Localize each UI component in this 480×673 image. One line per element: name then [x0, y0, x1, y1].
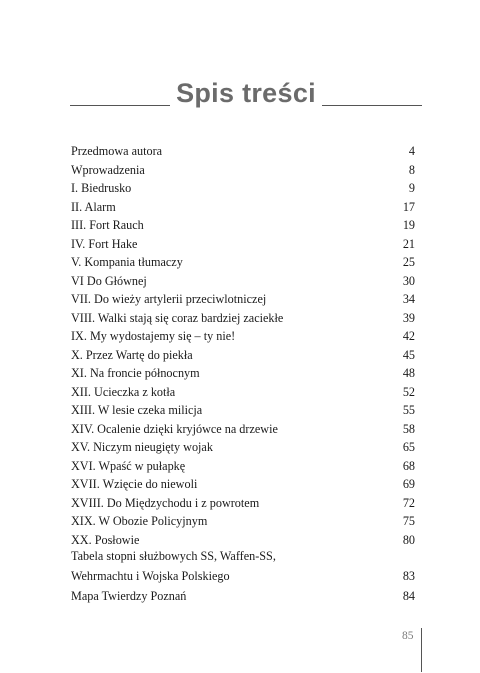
- toc-entry: [71, 272, 415, 291]
- toc-entry-title: V. Kompania tłumaczy: [71, 255, 183, 269]
- page-title-text: Spis treści: [170, 78, 322, 108]
- toc-entry-title: XX. Posłowie: [71, 532, 140, 547]
- toc-entry: [71, 216, 415, 235]
- toc-entry-page: 69: [402, 477, 415, 491]
- toc-entry-title: XII. Ucieczka z kotła: [71, 384, 176, 399]
- toc-entry-page: 34: [402, 292, 415, 306]
- toc-entry-page: 55: [402, 403, 415, 417]
- toc-entry-title: Przedmowa autora: [71, 144, 163, 158]
- toc-entry-page: 58: [402, 421, 415, 436]
- toc-entry-page: 42: [402, 329, 415, 343]
- toc-entry-title: Wprowadzenia: [71, 162, 145, 177]
- toc-entry: [71, 401, 415, 420]
- appendix-map-title: Mapa Twierdzy Poznań: [71, 589, 187, 603]
- toc-entry-title: IV. Fort Hake: [71, 236, 138, 251]
- toc-entry-page: 75: [402, 514, 415, 528]
- toc-entry: [71, 179, 415, 198]
- toc-entry-title: XVII. Wzięcie do niewoli: [71, 477, 198, 491]
- toc-entry-title: VI Do Głównej: [71, 273, 147, 288]
- appendix-entries: [71, 546, 415, 606]
- toc-entry-title: II. Alarm: [71, 199, 116, 214]
- toc-entry-page: 39: [402, 310, 415, 325]
- toc-entry-title: XIII. W lesie czeka milicja: [71, 403, 203, 417]
- toc-entry-title: XVI. Wpaść w pułapkę: [71, 458, 186, 473]
- toc-entry: [71, 383, 415, 402]
- toc-entry-title: XIV. Ocalenie dzięki kryjówce na drzewie: [71, 421, 278, 436]
- toc-entry-page: 4: [408, 144, 415, 158]
- toc-entry: [71, 494, 415, 513]
- toc-entry-page: 45: [402, 347, 415, 362]
- toc-entry-page: 8: [408, 162, 415, 177]
- toc-entry-page: 21: [402, 236, 415, 251]
- toc-entry: [71, 142, 415, 161]
- toc-entry-title: X. Przez Wartę do piekła: [71, 347, 193, 362]
- toc-entry: [71, 253, 415, 272]
- toc-entry-title: XVIII. Do Międzychodu i z powrotem: [71, 495, 260, 510]
- toc-entry-page: 48: [402, 366, 415, 380]
- title-row: [70, 78, 422, 110]
- toc-entry: [71, 327, 415, 346]
- toc-entry: [71, 438, 415, 457]
- toc-entry: [71, 198, 415, 217]
- toc-entry: [71, 457, 415, 476]
- toc-entry-title: III. Fort Rauch: [71, 218, 144, 232]
- toc-entry-title: XV. Niczym nieugięty wojak: [71, 440, 213, 454]
- appendix-table-page: 83: [402, 569, 415, 583]
- toc-entry: [71, 364, 415, 383]
- toc-entry-page: 9: [408, 181, 415, 195]
- toc-entry: [71, 512, 415, 531]
- table-of-contents: [71, 142, 415, 549]
- toc-entry-page: 80: [402, 532, 415, 547]
- appendix-table-line2: [71, 566, 415, 586]
- toc-entry: [71, 161, 415, 180]
- toc-entry-page: 65: [402, 440, 415, 454]
- toc-entry: [71, 475, 415, 494]
- toc-entry-title: XIX. W Obozie Policyjnym: [71, 514, 208, 528]
- toc-entry-title: XI. Na froncie północnym: [71, 366, 200, 380]
- toc-entry-page: 30: [402, 273, 415, 288]
- toc-entry-title: IX. My wydostajemy się – ty nie!: [71, 329, 236, 343]
- toc-entry-page: 17: [402, 199, 415, 214]
- appendix-table-title-part2: Wehrmachtu i Wojska Polskiego: [71, 569, 230, 583]
- page-number-rule: [421, 628, 422, 672]
- toc-entry-page: 72: [402, 495, 415, 510]
- toc-entry: [71, 309, 415, 328]
- toc-entry: [71, 420, 415, 439]
- appendix-table-title-part1: Tabela stopni służbowych SS, Waffen-SS,: [71, 549, 276, 563]
- appendix-table-line1: [71, 546, 415, 566]
- toc-entry-title: VII. Do wieży artylerii przeciwlotniczej: [71, 292, 267, 306]
- page-title: [70, 78, 422, 108]
- toc-entry: [71, 235, 415, 254]
- toc-entry-page: 68: [402, 458, 415, 473]
- toc-entry-title: VIII. Walki stają się coraz bardziej zaciekłe: [71, 310, 284, 325]
- appendix-map-entry: [71, 586, 415, 606]
- toc-entry-page: 19: [402, 218, 415, 232]
- toc-entry-page: 25: [402, 255, 415, 269]
- toc-entry-page: 52: [402, 384, 415, 399]
- toc-entry-title: I. Biedrusko: [71, 181, 132, 195]
- page-number: 85: [402, 630, 414, 642]
- toc-entry: [71, 346, 415, 365]
- toc-entry: [71, 290, 415, 309]
- appendix-map-page: 84: [402, 589, 415, 603]
